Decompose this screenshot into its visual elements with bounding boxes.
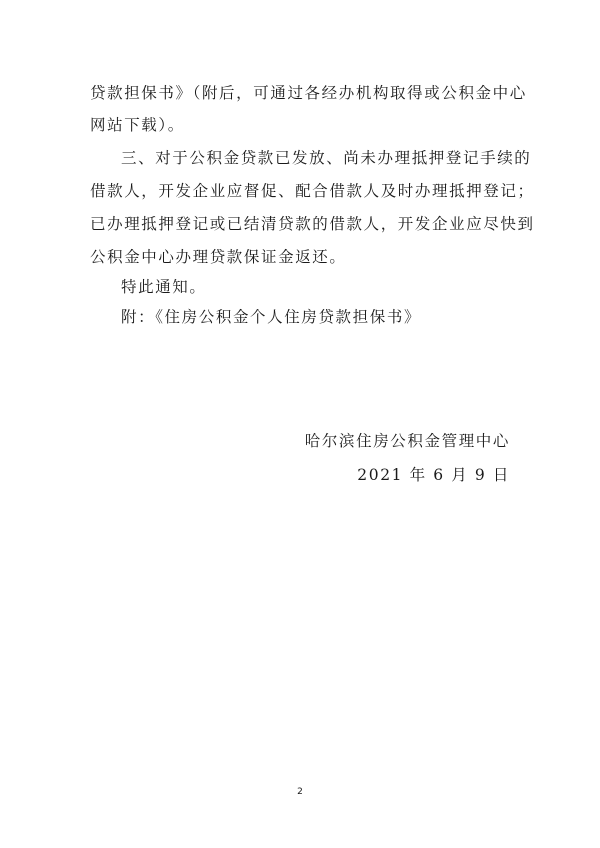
attachment-line: 附：《住房公积金个人住房贷款担保书》 bbox=[121, 308, 422, 326]
page-number: 2 bbox=[297, 787, 303, 797]
body-line-6: 公积金中心办理贷款保证金返还。 bbox=[90, 248, 347, 266]
body-line-4: 借款人，开发企业应督促、配合借款人及时办理抵押登记； bbox=[90, 182, 535, 200]
signature-organization: 哈尔滨住房公积金管理中心 bbox=[304, 432, 510, 450]
body-line-3: 三、对于公积金贷款已发放、尚未办理抵押登记手续的 bbox=[121, 149, 532, 167]
body-line-5: 已办理抵押登记或已结清贷款的借款人，开发企业应尽快到 bbox=[90, 215, 535, 233]
body-line-1: 贷款担保书》（附后，可通过各经办机构取得或公积金中心 bbox=[90, 84, 527, 102]
signature-date: 2021 年 6 月 9 日 bbox=[357, 466, 510, 484]
closing-line: 特此通知。 bbox=[121, 278, 207, 296]
body-line-2: 网站下载）。 bbox=[90, 116, 185, 134]
